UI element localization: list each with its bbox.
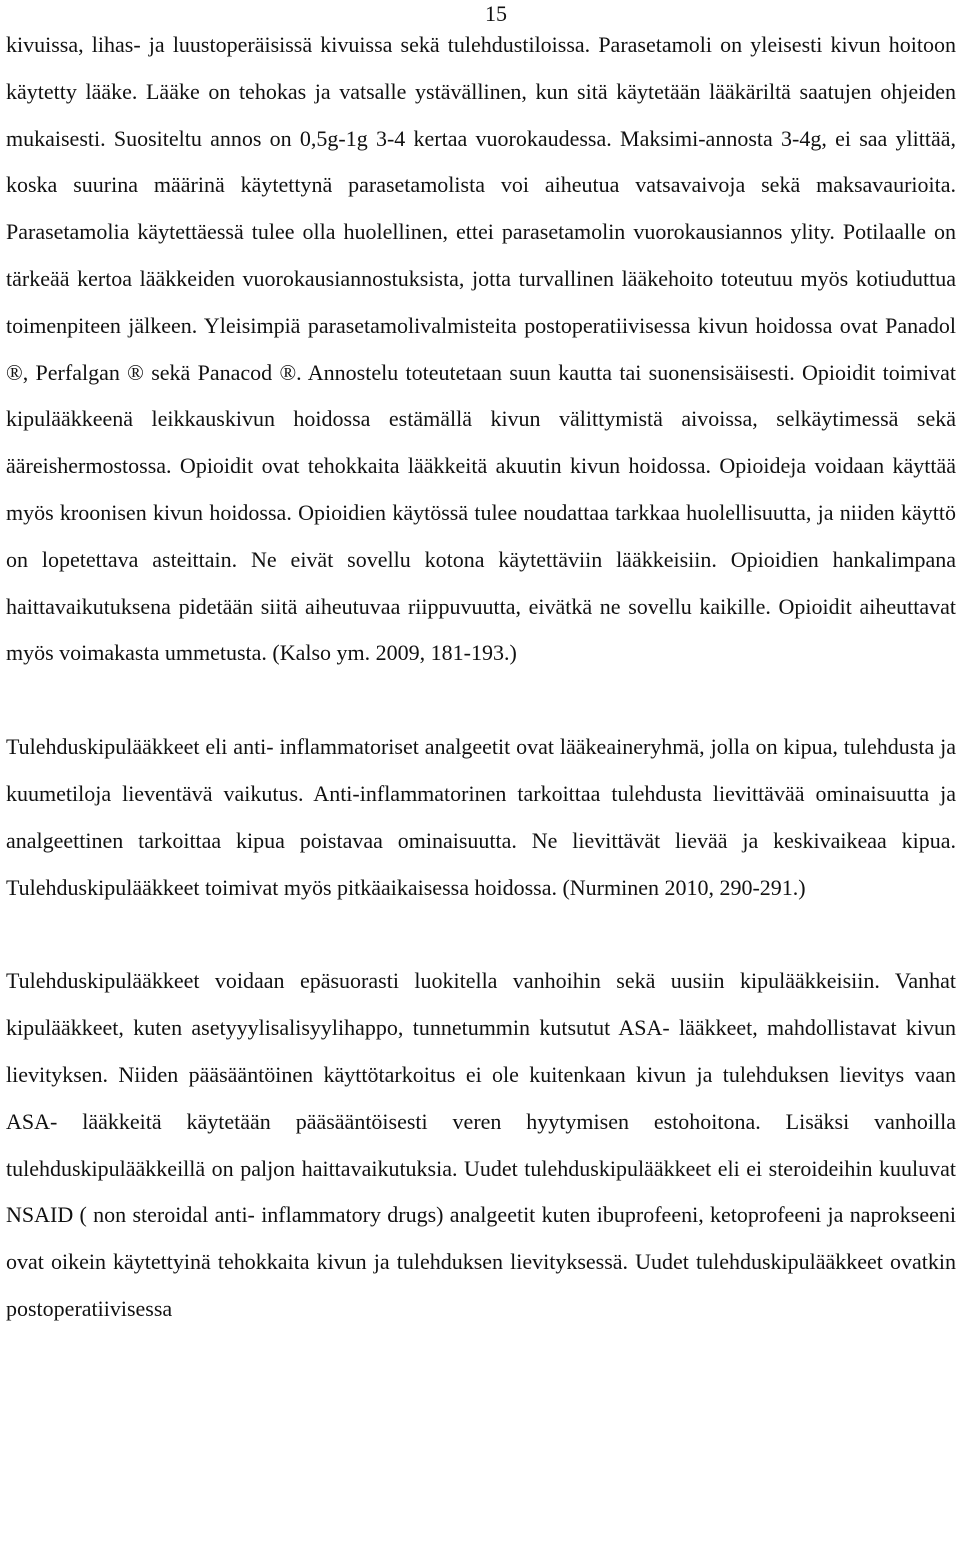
page-number: 15 bbox=[485, 1, 507, 26]
paragraph-paracetamol-opioids: kivuissa, lihas- ja luustoperäisissä kivuissa sekä tulehdustiloissa. Parasetamoli on yleisesti kivun hoitoon käytetty lääke. Lääke on tehokas ja vatsalle ystävällinen, kun sitä käytetään lääkäriltä saatujen ohjeiden mukaisesti. Suositeltu annos on 0,5g-1g 3-4 kertaa vuorokaudessa. Maksimi-annosta 3-4g, ei saa ylittää, koska suurina määrinä käytettynä parasetamolista voi aiheutua vatsavaivoja sekä maksavaurioita. Parasetamolia käytettäessä tulee olla huolellinen, ettei parasetamolin vuorokausiannos ylity. Potilaalle on tärkeää kertoa lääkkeiden vuorokausiannostuksista, jotta turvallinen lääkehoito toteutuu myös kotiuduttua toimenpiteen jälkeen. Yleisimpiä parasetamolivalmisteita postoperatiivisessa kivun hoidossa ovat Panadol ®, Perfalgan ® sekä Panacod ®. Annostelu toteutetaan suun kautta tai suonensisäisesti. Opioidit toimivat kipulääkkeenä leikkauskivun hoidossa estämällä kivun välittymistä aivoissa, selkäytimessä sekä ääreishermostossa. Opioidit ovat tehokkaita lääkkeitä akuutin kivun hoidossa. Opioideja voidaan käyttää myös kroonisen kivun hoidossa. Opioidien käytössä tulee noudattaa tarkkaa huolellisuutta, ja niiden käyttö on lopetettava asteittain. Ne eivät sovellu kotona käytettäviin lääkkeisiin. Opioidien hankalimpana haittavaikutuksena pidetään siitä aiheutuvaa riippuvuutta, eivätkä ne sovellu kaikille. Opioidit aiheuttavat myös voimakasta ummetusta. (Kalso ym. 2009, 181-193.) bbox=[6, 32, 956, 666]
paragraph-nsaid-definition: Tulehduskipulääkkeet eli anti- inflammatoriset analgeetit ovat lääkeaineryhmä, jolla on kipua, tulehdusta ja kuumetiloja lieventävä vaikutus. Anti-inflammatorinen tarkoittaa tulehdusta lievittävää ominaisuutta ja analgeettinen tarkoittaa kipua poistavaa ominaisuutta. Ne lievittävät lievää ja keskivaikeaa kipua. Tulehduskipulääkkeet toimivat myös pitkäaikaisessa hoidossa. (Nurminen 2010, 290-291.) bbox=[6, 734, 956, 900]
document-body bbox=[6, 22, 956, 1333]
paragraph-nsaid-classification: Tulehduskipulääkkeet voidaan epäsuorasti luokitella vanhoihin sekä uusiin kipulääkkeisiin. Vanhat kipulääkkeet, kuten asetyyylisalisyylihappo, tunnetummin kutsutut ASA- lääkkeet, mahdollistavat kivun lievityksen. Niiden pääsääntöinen käyttötarkoitus ei ole kuitenkaan kivun ja tulehduksen lievitys vaan ASA- lääkkeitä käytetään pääsääntöisesti veren hyytymisen estohoitona. Lisäksi vanhoilla tulehduskipulääkkeillä on paljon haittavaikutuksia. Uudet tulehduskipulääkkeet eli ei steroideihin kuuluvat NSAID ( non steroidal anti- inflammatory drugs) analgeetit kuten ibuprofeeni, ketoprofeeni ja naprokseeni ovat oikein käytettyinä tehokkaita kivun ja tulehduksen lievityksessä. Uudet tulehduskipulääkkeet ovatkin postoperatiivisessa bbox=[6, 968, 956, 1321]
